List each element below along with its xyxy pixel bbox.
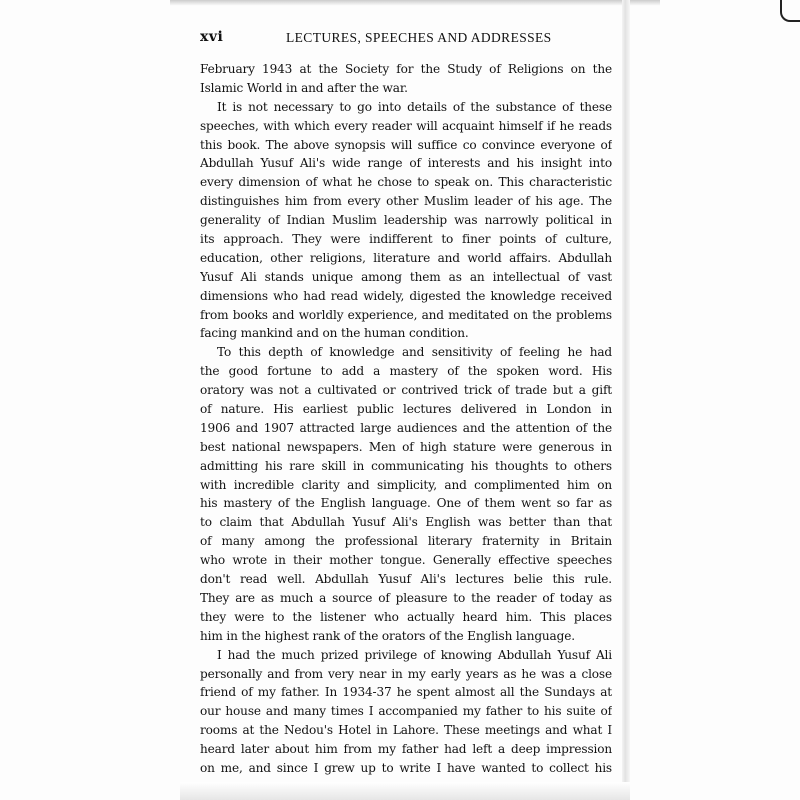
text-line: I had the much prized privilege of knowing Abdullah Yusuf Ali (217, 647, 612, 662)
text-line: Yusuf Ali stands unique among them as an intellectual of vast (200, 269, 612, 284)
text-line: the good fortune to add a mastery of the spoken word. His (200, 364, 612, 379)
text-line: this book. The above synopsis will suffice co convince everyone of (200, 137, 612, 152)
text-line: of many among the professional literary fraternity in Britain (200, 534, 612, 549)
text-line: with incredible clarity and simplicity, and complimented him on (200, 477, 612, 492)
text-line: him in the highest rank of the orators of the English language. (200, 628, 575, 643)
page-top-shadow (170, 0, 660, 6)
text-line: admitting his rare skill in communicating his thoughts to others (200, 458, 612, 473)
paragraph (200, 646, 612, 778)
text-line: friend of my father. In 1934-37 he spent almost all the Sundays at (200, 685, 612, 700)
text-line: on me, and since I grew up to write I have wanted to collect his (200, 760, 612, 775)
text-line: who wrote in their mother tongue. Generally effective speeches (200, 553, 612, 568)
text-line: generality of Indian Muslim leadership was narrowly political in (200, 213, 612, 228)
running-head: LECTURES, SPEECHES AND ADDRESSES (286, 30, 552, 45)
text-line: 1906 and 1907 attracted large audiences and the attention of the (200, 420, 612, 435)
text-line: best national newspapers. Men of high stature were generous in (200, 439, 612, 454)
corner-mark (780, 0, 800, 22)
text-line: every dimension of what he chose to speak on. This characteristic (200, 175, 612, 190)
page-header (200, 29, 612, 53)
text-line: heard later about him from my father had left a deep impression (200, 742, 612, 757)
text-line: speeches, with which every reader will acquaint himself if he reads (200, 118, 612, 133)
paragraph (200, 343, 612, 645)
text-line: facing mankind and on the human condition. (200, 326, 469, 341)
paragraph (200, 98, 612, 344)
body-text (200, 60, 612, 778)
text-line: our house and many times I accompanied my father to his suite of (200, 704, 612, 719)
text-line: to claim that Abdullah Yusuf Ali's English was better than that (200, 515, 612, 530)
page-number: xvi (200, 29, 224, 45)
text-line: Islamic World in and after the war. (200, 80, 408, 95)
text-line: education, other religions, literature and world affairs. Abdullah (200, 250, 612, 265)
text-line: distinguishes him from every other Muslim leader of his age. The (200, 194, 612, 209)
text-line: To this depth of knowledge and sensitivity of feeling he had (217, 345, 612, 360)
text-line: dimensions who had read widely, digested the knowledge received (200, 288, 612, 303)
text-line: They are as much a source of pleasure to the reader of today as (200, 590, 612, 605)
paragraph (200, 60, 612, 98)
text-line: its approach. They were indifferent to finer points of culture, (200, 232, 612, 247)
text-line: don't read well. Abdullah Yusuf Ali's lectures belie this rule. (200, 572, 612, 587)
text-line: February 1943 at the Society for the Study of Religions on the (200, 62, 612, 76)
text-line: they were to the listener who actually heard him. This places (200, 609, 612, 624)
text-line: of nature. His earliest public lectures delivered in London in (200, 402, 612, 417)
text-line: Abdullah Yusuf Ali's wide range of interests and his insight into (200, 156, 612, 171)
text-line: from books and worldly experience, and meditated on the problems (200, 307, 612, 322)
page-bottom-shadow (180, 782, 630, 800)
text-line: oratory was not a cultivated or contrived trick of trade but a gift (200, 383, 612, 398)
text-line: rooms at the Nedou's Hotel in Lahore. These meetings and what I (200, 723, 612, 738)
page-gutter-edge (622, 0, 630, 800)
text-line: his mastery of the English language. One of them went so far as (200, 496, 612, 511)
text-line: personally and from very near in my early years as he was a close (200, 666, 612, 681)
text-line: It is not necessary to go into details of the substance of these (217, 99, 612, 114)
